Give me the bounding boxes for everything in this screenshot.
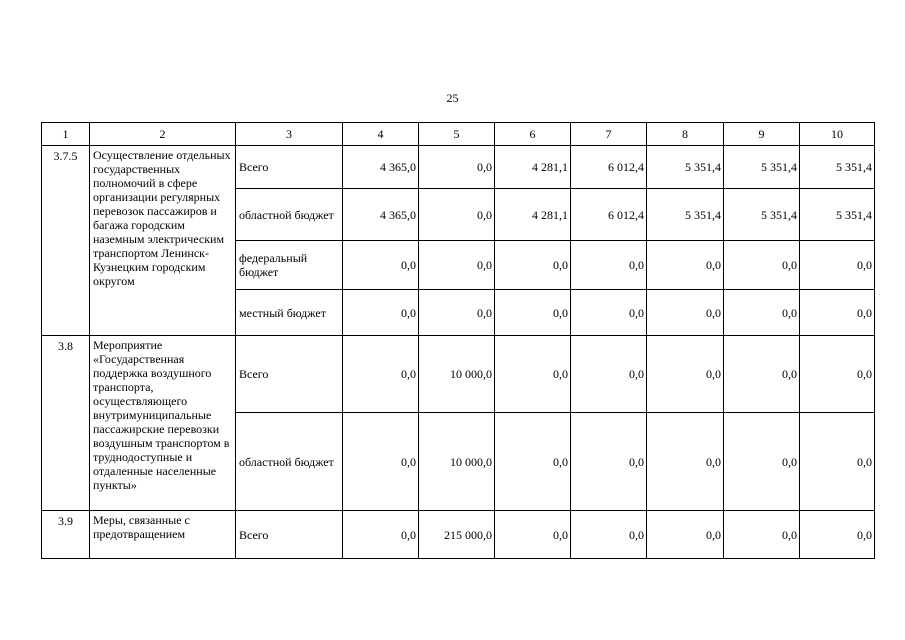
table-row bbox=[42, 146, 875, 189]
value-cell: 0,0 bbox=[343, 290, 419, 336]
table-header-row bbox=[42, 123, 875, 146]
value-cell: 0,0 bbox=[724, 336, 800, 413]
column-header: 1 bbox=[42, 123, 90, 146]
funding-source: Всего bbox=[236, 336, 343, 413]
value-cell: 0,0 bbox=[800, 413, 875, 511]
value-cell: 0,0 bbox=[343, 241, 419, 290]
value-cell: 0,0 bbox=[419, 189, 495, 241]
row-code: 3.9 bbox=[42, 511, 90, 559]
value-cell: 5 351,4 bbox=[647, 189, 724, 241]
page-number: 25 bbox=[446, 91, 459, 105]
value-cell: 10 000,0 bbox=[419, 336, 495, 413]
table-row bbox=[42, 511, 875, 559]
value-cell: 0,0 bbox=[419, 146, 495, 189]
value-cell: 0,0 bbox=[495, 511, 571, 559]
funding-source: областной бюджет bbox=[236, 413, 343, 511]
table-row bbox=[42, 336, 875, 413]
value-cell: 0,0 bbox=[647, 413, 724, 511]
value-cell: 0,0 bbox=[343, 413, 419, 511]
value-cell: 0,0 bbox=[495, 290, 571, 336]
value-cell: 0,0 bbox=[800, 290, 875, 336]
value-cell: 0,0 bbox=[571, 241, 647, 290]
value-cell: 4 365,0 bbox=[343, 146, 419, 189]
value-cell: 0,0 bbox=[800, 336, 875, 413]
value-cell: 0,0 bbox=[647, 511, 724, 559]
column-header: 3 bbox=[236, 123, 343, 146]
row-name: Меры, связанные с предотвращением bbox=[90, 511, 236, 559]
funding-source: федеральный бюджет bbox=[236, 241, 343, 290]
value-cell: 0,0 bbox=[571, 336, 647, 413]
value-cell: 10 000,0 bbox=[419, 413, 495, 511]
value-cell: 0,0 bbox=[647, 290, 724, 336]
value-cell: 0,0 bbox=[419, 290, 495, 336]
value-cell: 0,0 bbox=[495, 336, 571, 413]
value-cell: 4 281,1 bbox=[495, 189, 571, 241]
value-cell: 6 012,4 bbox=[571, 189, 647, 241]
column-header: 8 bbox=[647, 123, 724, 146]
funding-source: областной бюджет bbox=[236, 189, 343, 241]
value-cell: 5 351,4 bbox=[800, 146, 875, 189]
column-header: 4 bbox=[343, 123, 419, 146]
value-cell: 5 351,4 bbox=[647, 146, 724, 189]
value-cell: 0,0 bbox=[495, 413, 571, 511]
column-header: 7 bbox=[571, 123, 647, 146]
budget-table bbox=[41, 122, 875, 559]
value-cell: 0,0 bbox=[800, 511, 875, 559]
value-cell: 4 365,0 bbox=[343, 189, 419, 241]
column-header: 2 bbox=[90, 123, 236, 146]
value-cell: 0,0 bbox=[724, 413, 800, 511]
row-code: 3.8 bbox=[42, 336, 90, 511]
value-cell: 5 351,4 bbox=[724, 146, 800, 189]
value-cell: 0,0 bbox=[419, 241, 495, 290]
column-header: 10 bbox=[800, 123, 875, 146]
value-cell: 6 012,4 bbox=[571, 146, 647, 189]
value-cell: 0,0 bbox=[800, 241, 875, 290]
value-cell: 0,0 bbox=[571, 290, 647, 336]
row-code: 3.7.5 bbox=[42, 146, 90, 336]
value-cell: 0,0 bbox=[343, 511, 419, 559]
value-cell: 215 000,0 bbox=[419, 511, 495, 559]
funding-source: местный бюджет bbox=[236, 290, 343, 336]
value-cell: 0,0 bbox=[647, 241, 724, 290]
value-cell: 0,0 bbox=[495, 241, 571, 290]
value-cell: 0,0 bbox=[343, 336, 419, 413]
value-cell: 5 351,4 bbox=[724, 189, 800, 241]
value-cell: 0,0 bbox=[571, 413, 647, 511]
funding-source: Всего bbox=[236, 146, 343, 189]
value-cell: 4 281,1 bbox=[495, 146, 571, 189]
value-cell: 5 351,4 bbox=[800, 189, 875, 241]
row-name: Осуществление отдельных государственных полномочий в сфере организации регулярных перевозок пассажиров и багажа городским наземным электрическим транспортом Ленинск-Кузнецким городским округом bbox=[90, 146, 236, 336]
column-header: 9 bbox=[724, 123, 800, 146]
value-cell: 0,0 bbox=[724, 241, 800, 290]
column-header: 6 bbox=[495, 123, 571, 146]
value-cell: 0,0 bbox=[647, 336, 724, 413]
row-name: Мероприятие «Государственная поддержка воздушного транспорта, осуществляющего внутримуниципальные пассажирские перевозки воздушным транспортом в труднодоступные и отдаленные населенные пункты» bbox=[90, 336, 236, 511]
value-cell: 0,0 bbox=[571, 511, 647, 559]
funding-source: Всего bbox=[236, 511, 343, 559]
value-cell: 0,0 bbox=[724, 511, 800, 559]
column-header: 5 bbox=[419, 123, 495, 146]
value-cell: 0,0 bbox=[724, 290, 800, 336]
